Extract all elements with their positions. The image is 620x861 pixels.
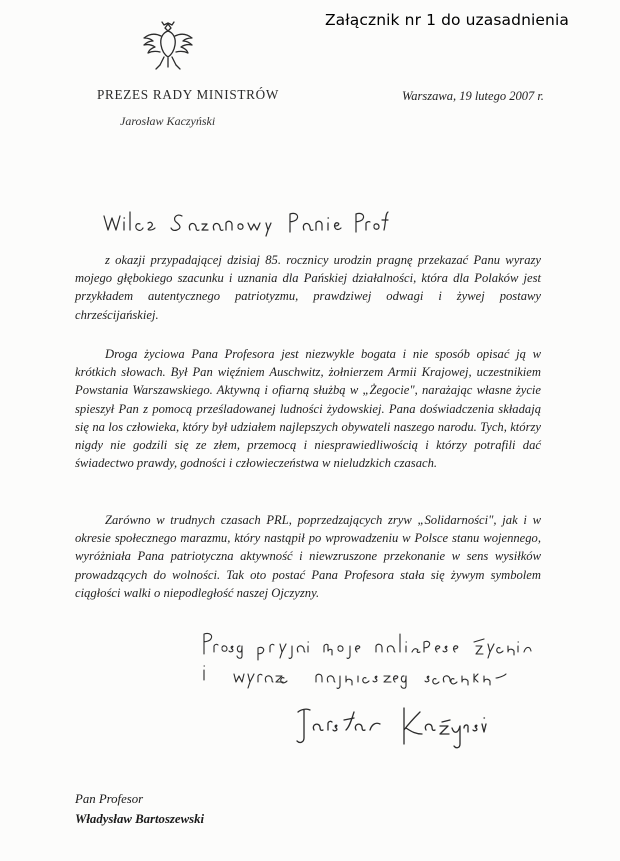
polish-eagle-emblem-icon bbox=[140, 18, 196, 76]
letter-paragraph-1 bbox=[75, 251, 541, 324]
paragraph-text: z okazji przypadającej dzisiaj 85. rocznicy urodzin pragnę przekazać Panu wyrazy mojego głębokiego szacunku i uznania dla Pańskiej działalności, która dla Polaków jest przykładem autentycznego patriotyzmu, prawdziwej odwagi i żywej postawy chrześcijańskiej. bbox=[75, 253, 541, 322]
salutation-handwriting bbox=[100, 206, 390, 242]
handwritten-salutation bbox=[100, 206, 390, 242]
closing-handwriting bbox=[196, 624, 536, 694]
place-and-date: Warszawa, 19 lutego 2007 r. bbox=[402, 89, 544, 103]
letter-paragraph-2 bbox=[75, 345, 541, 472]
recipient-title: Pan Profesor bbox=[75, 792, 144, 806]
paragraph-text: Zarówno w trudnych czasach PRL, poprzedzających zryw „Solidarności", jak i w okresie społecznego marazmu, który nastąpił po wprowadzeniu w Polsce stanu wojennego, wyróżniała Pana patriotyczna aktywność i niewzruszone przekonanie w sens wysiłków prowadzących do wolności. Tak oto postać Pana Profesora stała się żywym symbolem ciągłości walki o niepodległość naszej Ojczyzny. bbox=[75, 513, 541, 600]
office-title: PREZES RADY MINISTRÓW bbox=[97, 87, 279, 102]
handwritten-signature bbox=[292, 700, 492, 768]
paragraph-text: Droga życiowa Pana Profesora jest niezwykle bogata i nie sposób opisać ją w krótkich słowach. Był Pan więźniem Auschwitz, żołnierzem Armii Krajowej, uczestnikiem Powstania Warszawskiego. Aktywną i ofiarną służbą w „Żegocie", narażając własne życie spieszył Pan z pomocą prześladowanej ludności żydowskiej. Pana doświadczenia składają się na los człowieka, który był udziałem najlepszych obywateli naszego narodu. Tych, którzy nigdy nie godzili się ze złem, przemocą i niesprawiedliwością i którzy potrafili dać świadectwo prawdy, godności i człowieczeństwa w nieludzkich czasach. bbox=[75, 347, 541, 471]
attachment-note: Załącznik nr 1 do uzasadnienia bbox=[324, 11, 569, 29]
recipient-block bbox=[75, 789, 204, 829]
letter-paragraph-3 bbox=[75, 511, 541, 602]
signature-handwriting bbox=[292, 700, 492, 768]
recipient-name: Władysław Bartoszewski bbox=[75, 812, 205, 826]
office-holder-name: Jarosław Kaczyński bbox=[120, 114, 216, 128]
handwritten-closing bbox=[196, 624, 536, 694]
